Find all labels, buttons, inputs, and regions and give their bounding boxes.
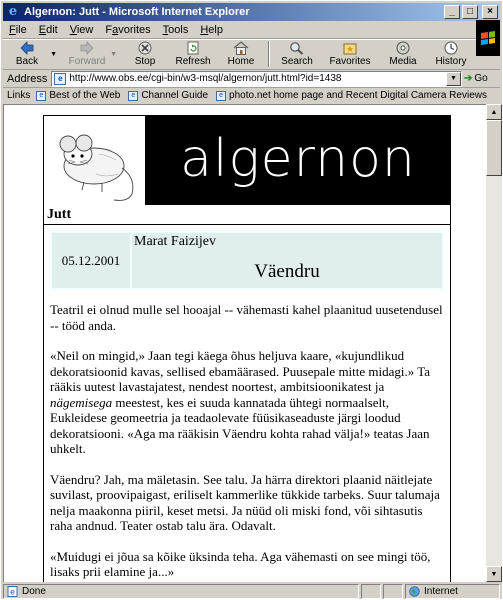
internet-explorer-icon: e [8,4,18,19]
toolbar [3,39,476,69]
link-channel-guide[interactable]: e Channel Guide [128,90,208,101]
page-done-icon [7,586,18,597]
menu-help[interactable]: Help [200,23,223,36]
status-zone-cell [405,584,500,599]
forward-dropdown-icon[interactable]: ▼ [110,51,117,58]
section-title: Jutt [44,205,450,225]
zone-text: Internet [424,585,458,597]
menu-view[interactable]: View [69,23,94,36]
maximize-button[interactable]: □ [462,5,478,19]
article-header [50,231,444,290]
link-photo-net[interactable]: e photo.net home page and Recent Digital Camera Reviews [216,90,487,101]
stop-button[interactable]: Stop [121,39,169,69]
status-progress-cell [361,584,381,599]
link-page-icon: e [36,91,46,101]
home-button[interactable]: Home [217,39,265,69]
article-meta [132,233,442,288]
paragraph: «Neil on mingid,» Jaan tegi käega õhus heljuva kaare, «kujundlikud dekoratsioonid kavas, sellised ebamäärased. Puusepale mitte midagi.» Ta rääkis uutest lavastajatest, nendest noortest, ambitsioonikatest ja nägemisega meestest, kes ei suuda kannatada ühtegi normaalselt, Eukleidese geomeetria ja teadaolevate füüsikaseaduste järgi loodud dekoratsiooni. «Aga ma rääkisin Väendru kohta rahad välja!» teatas Jaan uhkelt. [50,348,431,456]
paragraph: Teatril ei olnud mulle sel hooajal -- vähemasti kahel plaanitud uusetendusel -- tööd anda. [50,302,443,333]
paragraph: Väendru? Jah, ma mäletasin. See talu. Ja härra direktori plaanid näitlejate suvilast, proovipaigast, eriliselt kammerlike tükkide tarbeks. Suur talumaja nelja maakonna piiril, keset metsi. Ja nüüd oli miski fond, või sihtasutis raha andnud. Teater ostab talu ära. Odavalt. [50,471,440,533]
status-security-cell [383,584,403,599]
favorites-icon [342,41,358,55]
home-icon [233,41,249,55]
site-logo[interactable] [145,116,450,204]
title-bar [3,3,500,21]
go-arrow-icon: ➔ [464,73,473,84]
link-page-icon: e [128,91,138,101]
refresh-icon [185,41,201,55]
menu-edit[interactable]: Edit [38,23,58,36]
mouse-illustration [44,116,145,205]
page-content [43,115,451,582]
status-text: Done [22,585,46,597]
forward-button[interactable]: Forward ▼ [63,39,111,69]
refresh-button[interactable]: Refresh [169,39,217,69]
back-arrow-icon [19,41,35,55]
scroll-thumb[interactable] [486,120,502,176]
media-button[interactable]: Media [379,39,427,69]
svg-text:algernon: algernon [179,130,416,189]
go-button[interactable]: ➔ Go [464,73,488,84]
paragraph: «Muidugi ei jõua sa kõike üksinda teha. Aga vähemasti on see mingi töö, lisaks prii elamine ja...» [50,548,431,579]
link-best-of-web[interactable]: e Best of the Web [36,90,120,101]
address-dropdown-icon[interactable]: ▼ [446,72,461,86]
stop-icon [137,41,153,55]
back-button[interactable]: Back ▼ [3,39,51,69]
address-label: Address [7,72,48,85]
history-icon [443,41,459,55]
forward-arrow-icon [79,41,95,55]
links-bar [3,87,500,103]
menu-favorites[interactable]: Favorites [105,23,151,36]
site-banner [44,116,450,205]
history-button[interactable]: History [427,39,475,69]
page-viewport [3,104,486,582]
address-bar [3,69,500,87]
link-page-icon: e [216,91,226,101]
article-date: 05.12.2001 [52,233,130,288]
address-field-box [51,71,462,87]
menu-bar [3,21,500,39]
status-bar [3,583,500,599]
back-dropdown-icon[interactable]: ▼ [50,51,57,58]
links-label: Links [7,90,31,101]
internet-zone-icon [409,586,420,597]
article-body [44,302,450,580]
search-button[interactable]: Search [273,39,321,69]
address-input[interactable] [69,73,446,84]
media-icon [395,41,411,55]
scroll-up-icon[interactable]: ▲ [486,104,502,120]
search-icon [289,41,305,55]
scroll-down-icon[interactable]: ▼ [486,566,502,582]
algernon-logotype [152,130,444,190]
toolbar-separator [268,41,270,67]
svg-text:e: e [10,587,15,596]
minimize-button[interactable]: _ [444,5,460,19]
close-button[interactable]: × [482,5,498,19]
status-text-cell [3,584,359,599]
article-author: Marat Faizijev [134,234,217,249]
menu-file[interactable]: File [9,23,27,36]
favorites-button[interactable]: Favorites [321,39,379,69]
page-icon: e [54,73,66,85]
window-title: Algernon: Jutt - Microsoft Internet Explorer [24,6,250,18]
article-title: Väendru [254,261,320,282]
menu-tools[interactable]: Tools [162,23,189,36]
windows-logo-icon [476,20,500,56]
vertical-scrollbar[interactable] [486,104,502,582]
